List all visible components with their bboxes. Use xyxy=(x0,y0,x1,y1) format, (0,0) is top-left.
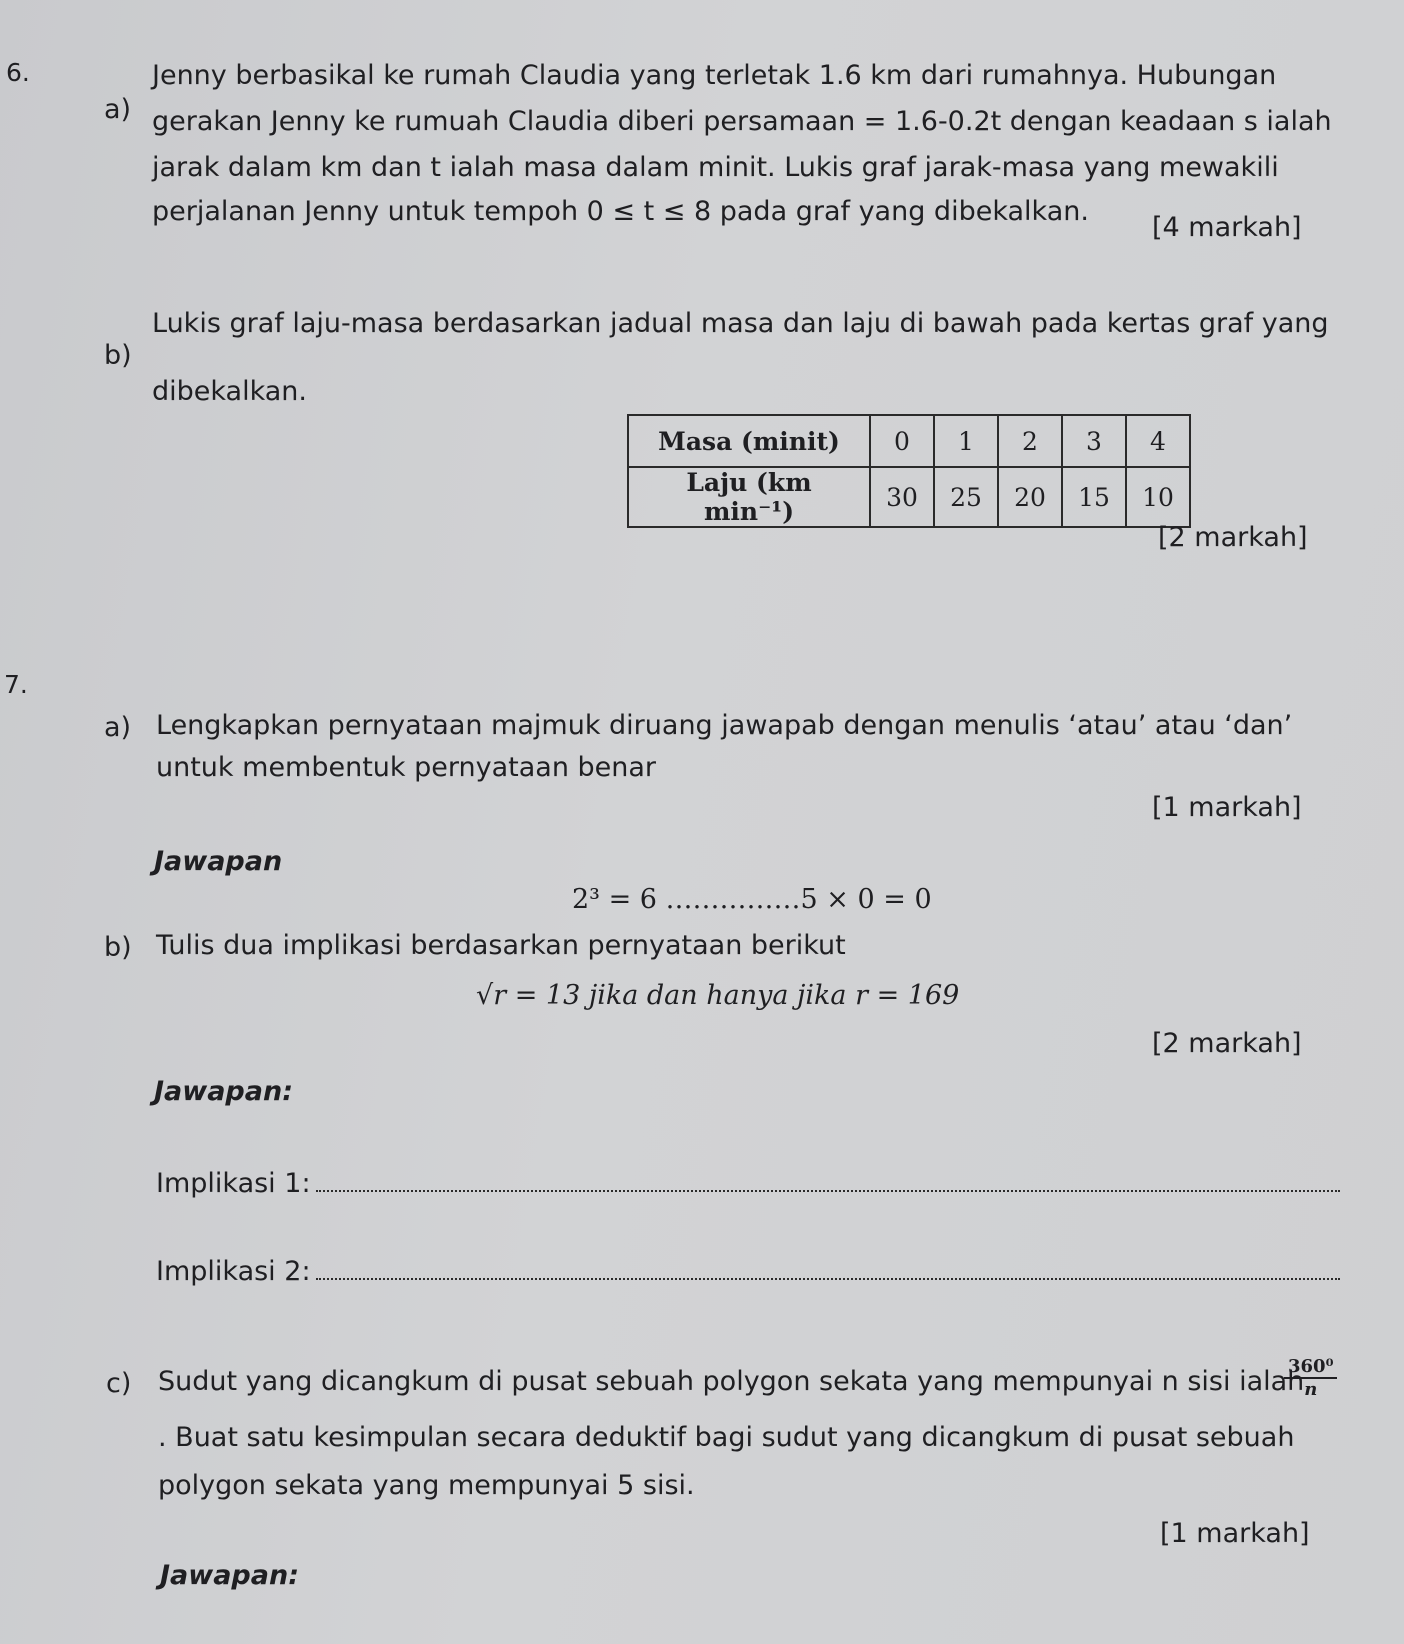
implikasi-1-label: Implikasi 1: xyxy=(156,1168,311,1199)
q7a-answer-label: Jawapan xyxy=(154,846,283,877)
question-7-number: 7. xyxy=(4,670,28,699)
q7c-label: c) xyxy=(106,1368,132,1399)
q6a-marks: [4 markah] xyxy=(1152,212,1302,243)
table-cell: 15 xyxy=(1062,467,1126,527)
table-header-masa: Masa (minit) xyxy=(628,415,870,467)
table-header-laju: Laju (km min⁻¹) xyxy=(628,467,870,527)
table-cell: 1 xyxy=(934,415,998,467)
q7c-line2: . Buat satu kesimpulan secara deduktif bagi sudut yang dicangkum di pusat sebuah xyxy=(158,1422,1295,1453)
q7b-marks: [2 markah] xyxy=(1152,1028,1302,1059)
q6a-line1: Jenny berbasikal ke rumah Claudia yang terletak 1.6 km dari rumahnya. Hubungan xyxy=(152,60,1277,91)
table-cell: 10 xyxy=(1126,467,1190,527)
q7c-line1: Sudut yang dicangkum di pusat sebuah polygon sekata yang mempunyai n sisi ialah xyxy=(158,1366,1305,1397)
fraction-360-over-n xyxy=(1284,1356,1337,1400)
table-cell: 25 xyxy=(934,467,998,527)
q7c-line3: polygon sekata yang mempunyai 5 sisi. xyxy=(158,1470,695,1501)
table-row-masa xyxy=(628,415,1190,467)
q6a-line4: perjalanan Jenny untuk tempoh 0 ≤ t ≤ 8 pada graf yang dibekalkan. xyxy=(152,196,1089,227)
table-cell: 4 xyxy=(1126,415,1190,467)
implikasi-2-answer-line[interactable] xyxy=(316,1278,1340,1280)
q6a-label: a) xyxy=(104,94,132,125)
fraction-numerator: 360⁰ xyxy=(1284,1356,1337,1379)
q7b-label: b) xyxy=(104,932,132,963)
table-cell: 30 xyxy=(870,467,934,527)
implikasi-1-answer-line[interactable] xyxy=(316,1190,1340,1192)
q7a-marks: [1 markah] xyxy=(1152,792,1302,823)
q7a-statement: 2³ = 6 ……………5 × 0 = 0 xyxy=(572,884,932,915)
q7c-marks: [1 markah] xyxy=(1160,1518,1310,1549)
table-row-laju xyxy=(628,467,1190,527)
fraction-denominator: n xyxy=(1304,1379,1318,1400)
q6b-line2: dibekalkan. xyxy=(152,376,307,407)
q7b-line1: Tulis dua implikasi berdasarkan pernyataan berikut xyxy=(156,930,846,961)
masa-laju-table xyxy=(627,414,1191,528)
q6b-label: b) xyxy=(104,340,132,371)
q6b-line1: Lukis graf laju-masa berdasarkan jadual masa dan laju di bawah pada kertas graf yang xyxy=(152,308,1329,339)
question-6-number: 6. xyxy=(6,58,30,87)
q7a-line2: untuk membentuk pernyataan benar xyxy=(156,752,657,783)
q6a-line3: jarak dalam km dan t ialah masa dalam minit. Lukis graf jarak-masa yang mewakili xyxy=(152,152,1279,183)
q6a-line2: gerakan Jenny ke rumuah Claudia diberi persamaan = 1.6-0.2t dengan keadaan s ialah xyxy=(152,106,1332,137)
q7c-answer-label: Jawapan: xyxy=(160,1560,299,1591)
q7a-line1: Lengkapkan pernyataan majmuk diruang jawapab dengan menulis ‘atau’ atau ‘dan’ xyxy=(156,710,1293,741)
implikasi-2-label: Implikasi 2: xyxy=(156,1256,311,1287)
q7b-answer-label: Jawapan: xyxy=(154,1076,293,1107)
q6b-marks: [2 markah] xyxy=(1158,522,1308,553)
q7a-label: a) xyxy=(104,712,132,743)
table-cell: 20 xyxy=(998,467,1062,527)
table-cell: 3 xyxy=(1062,415,1126,467)
q7b-statement: √r = 13 jika dan hanya jika r = 169 xyxy=(476,980,960,1011)
table-cell: 2 xyxy=(998,415,1062,467)
table-cell: 0 xyxy=(870,415,934,467)
